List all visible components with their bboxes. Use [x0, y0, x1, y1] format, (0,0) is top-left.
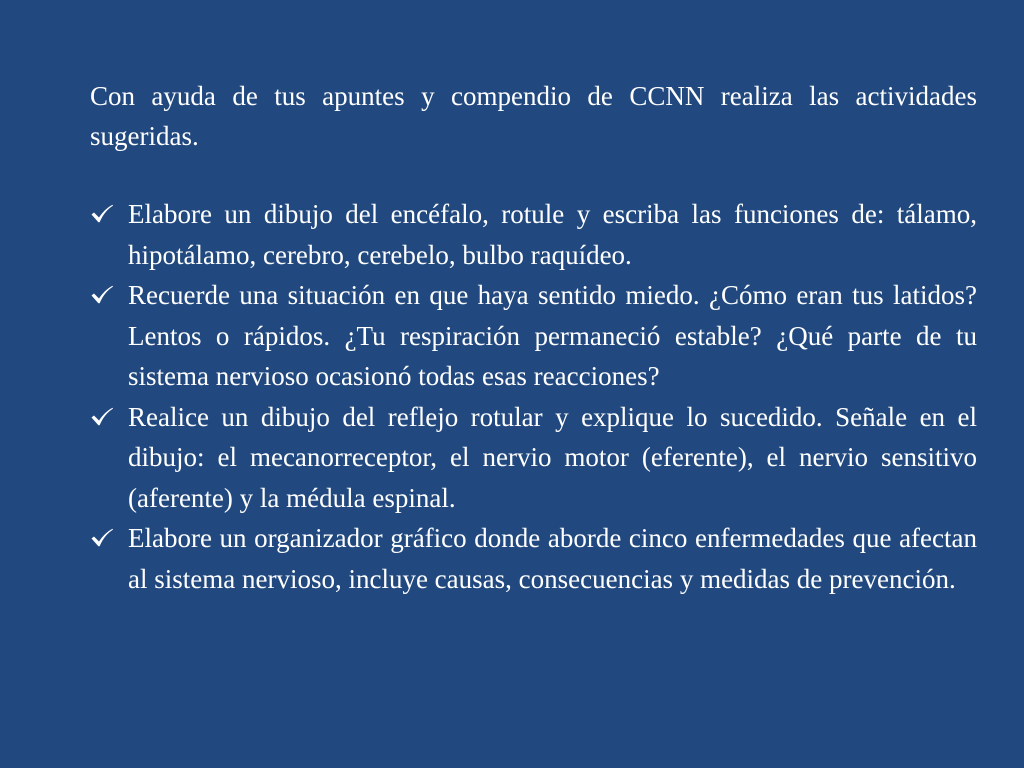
checkmark-icon — [90, 194, 128, 234]
activity-text: Recuerde una situación en que haya sentido miedo. ¿Cómo eran tus latidos? Lentos o rápidos. ¿Tu respiración permaneció estable? ¿Qué parte de tu sistema nervioso ocasionó todas esas reacciones? — [128, 280, 977, 391]
checkmark-icon — [90, 518, 128, 558]
checkmark-icon — [90, 275, 128, 315]
activity-item — [90, 397, 977, 519]
intro-paragraph: Con ayuda de tus apuntes y compendio de CCNN realiza las actividades sugeridas. — [90, 81, 977, 151]
activity-item — [90, 194, 977, 275]
activity-list — [90, 194, 977, 599]
activity-text: Elabore un organizador gráfico donde aborde cinco enfermedades que afectan al sistema nervioso, incluye causas, consecuencias y medidas de prevención. — [128, 523, 977, 594]
activity-text: Realice un dibujo del reflejo rotular y explique lo sucedido. Señale en el dibujo: el mecanorreceptor, el nervio motor (eferente), el nervio sensitivo (aferente) y la médula espinal. — [128, 401, 977, 513]
activity-text: Elabore un dibujo del encéfalo, rotule y escriba las funciones de: tálamo, hipotálamo, cerebro, cerebelo, bulbo raquídeo. — [128, 199, 977, 270]
slide-content — [90, 76, 977, 599]
activity-item — [90, 518, 977, 599]
activity-item — [90, 275, 977, 397]
checkmark-icon — [90, 397, 128, 437]
